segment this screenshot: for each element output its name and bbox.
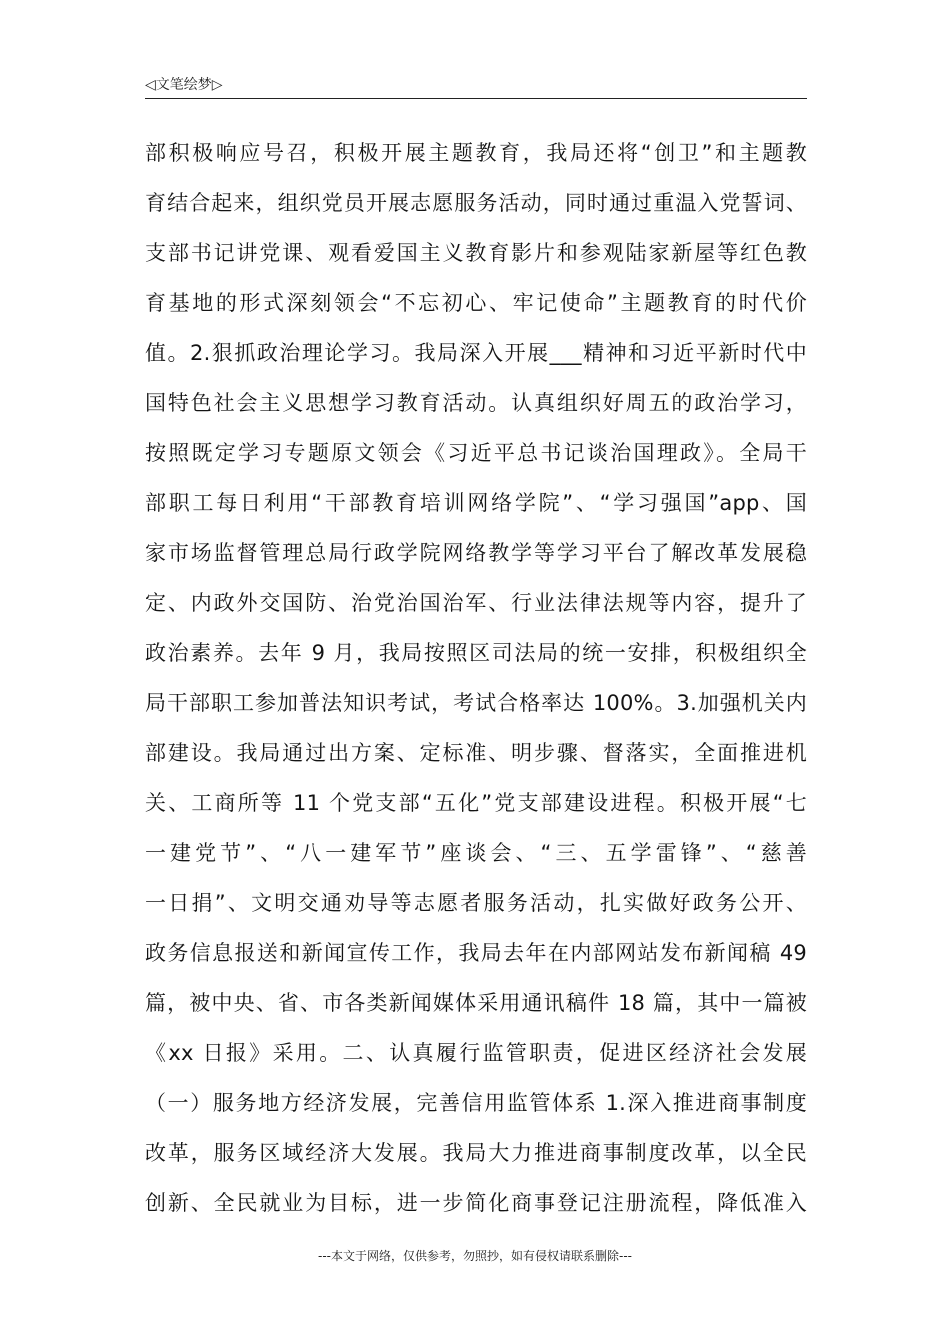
body-line: 《xx 日报》采用。二、认真履行监管职责，促进区经济社会发展 — [145, 1041, 807, 1065]
body-line: 支部书记讲党课、观看爱国主义教育影片和参观陆家新屋等红色教 — [145, 241, 807, 265]
document-body — [145, 133, 807, 1233]
body-line: 定、内政外交国防、治党治国治军、行业法律法规等内容，提升了 — [145, 591, 807, 615]
body-line: 篇，被中央、省、市各类新闻媒体采用通讯稿件 18 篇，其中一篇被 — [145, 991, 807, 1015]
page-footer: ---本文于网络，仅供参考，勿照抄，如有侵权请联系删除--- — [318, 1249, 632, 1263]
body-line: 一日捐”、文明交通劝导等志愿者服务活动，扎实做好政务公开、 — [145, 891, 807, 915]
body-line: 创新、全民就业为目标，进一步简化商事登记注册流程，降低准入 — [145, 1191, 807, 1215]
body-line: （一）服务地方经济发展，完善信用监管体系 1.深入推进商事制度 — [145, 1091, 807, 1115]
body-line: 关、工商所等 11 个党支部“五化”党支部建设进程。积极开展“七 — [145, 791, 807, 815]
header-label: ◁文笔绘梦▷ — [145, 77, 223, 93]
body-line: 育结合起来，组织党员开展志愿服务活动，同时通过重温入党誓词、 — [145, 191, 807, 215]
body-line: 部职工每日利用“干部教育培训网络学院”、“学习强国”app、国 — [145, 491, 807, 515]
body-line: 按照既定学习专题原文领会《习近平总书记谈治国理政》。全局干 — [145, 441, 807, 465]
body-line: 国特色社会主义思想学习教育活动。认真组织好周五的政治学习， — [145, 391, 807, 415]
body-line: 家市场监督管理总局行政学院网络教学等学习平台了解改革发展稳 — [145, 541, 807, 565]
body-line: 政治素养。去年 9 月，我局按照区司法局的统一安排，积极组织全 — [145, 641, 807, 665]
body-line: 政务信息报送和新闻宣传工作，我局去年在内部网站发布新闻稿 49 — [145, 941, 807, 965]
body-line: 部建设。我局通过出方案、定标准、明步骤、督落实，全面推进机 — [145, 741, 807, 765]
body-line: 改革，服务区域经济大发展。我局大力推进商事制度改革，以全民 — [145, 1141, 807, 1165]
body-line: 值。2.狠抓政治理论学习。我局深入开展___精神和习近平新时代中 — [145, 341, 807, 365]
page-header — [145, 74, 807, 99]
body-line: 一建党节”、“八一建军节”座谈会、“三、五学雷锋”、“慈善 — [145, 841, 807, 865]
body-line: 部积极响应号召，积极开展主题教育，我局还将“创卫”和主题教 — [145, 141, 807, 165]
body-line: 育基地的形式深刻领会“不忘初心、牢记使命”主题教育的时代价 — [145, 291, 807, 315]
body-line: 局干部职工参加普法知识考试，考试合格率达 100%。3.加强机关内 — [145, 691, 807, 715]
